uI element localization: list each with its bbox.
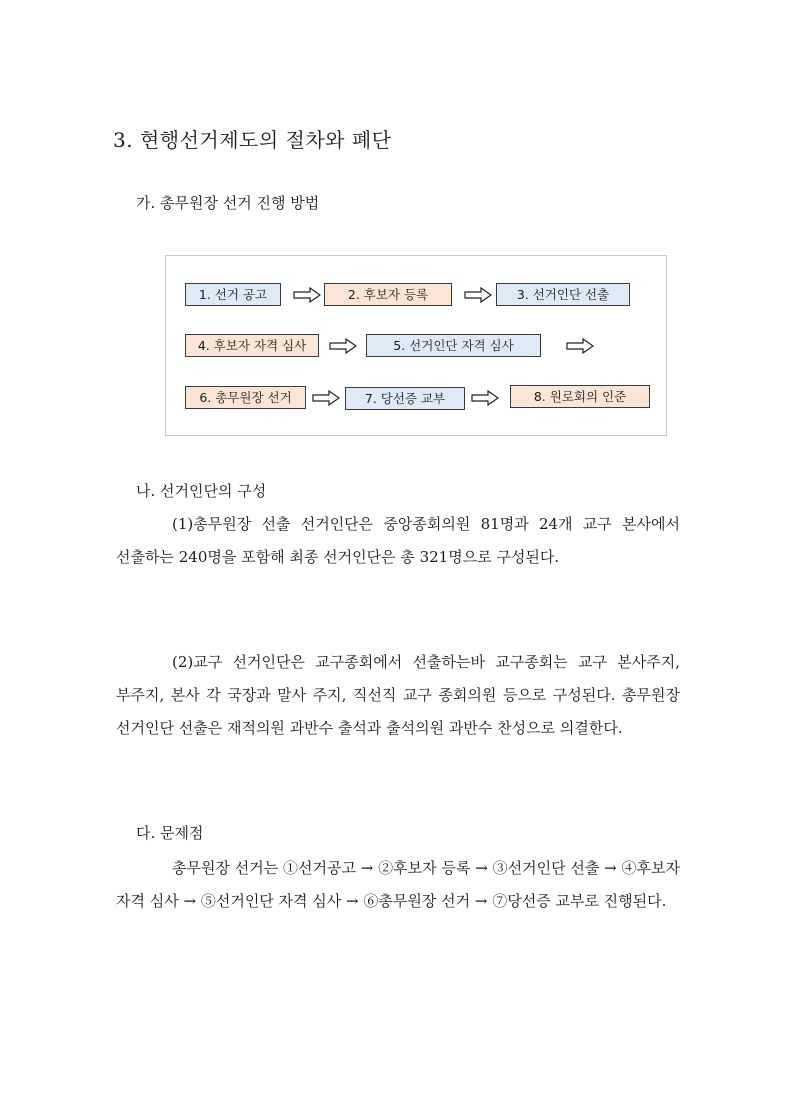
paragraph-electorate-composition: (1)총무원장 선출 선거인단은 중앙종회의원 81명과 24개 교구 본사에서 선출하는 240명을 포함해 최종 선거인단은 총 321명으로 구성된다. (116, 515, 680, 566)
step-box-7: 7. 당선증 교부 (345, 387, 465, 410)
paragraph-election-sequence: 총무원장 선거는 ①선거공고 → ②후보자 등록 → ③선거인단 선출 → ④후보자 자격 심사 → ⑤선거인단 자격 심사 → ⑥총무원장 선거 → ⑦당선증 교부로 진행된다. (116, 859, 680, 910)
arrow-right-icon (566, 338, 594, 354)
subsection-heading-election-procedure: 가. 총무원장 선거 진행 방법 (136, 194, 320, 212)
election-flow-diagram (165, 255, 667, 436)
step-box-6: 6. 총무원장 선거 (185, 386, 306, 409)
arrow-right-icon (471, 390, 499, 406)
step-box-2: 2. 후보자 등록 (324, 283, 452, 306)
arrow-right-icon (464, 287, 492, 303)
section-title: 3. 현행선거제도의 절차와 폐단 (113, 128, 392, 152)
paragraph-district-electorate: (2)교구 선거인단은 교구종회에서 선출하는바 교구종회는 교구 본사주지, 부주지, 본사 각 국장과 말사 주지, 직선직 교구 종회의원 등으로 구성된다. 총무원장 선거인단 선출은 재적의원 과반수 출석과 출석의원 과반수 찬성으로 의결한다. (116, 653, 680, 737)
step-box-3: 3. 선거인단 선출 (496, 283, 630, 306)
step-box-8: 8. 원로회의 인준 (510, 385, 650, 408)
step-box-1: 1. 선거 공고 (185, 283, 281, 306)
subsection-heading-problems: 다. 문제점 (136, 824, 204, 842)
arrow-right-icon (293, 287, 321, 303)
step-box-5: 5. 선거인단 자격 심사 (366, 334, 541, 357)
arrow-right-icon (329, 338, 357, 354)
arrow-right-icon (312, 390, 340, 406)
step-box-4: 4. 후보자 자격 심사 (185, 334, 319, 357)
subsection-heading-electorate: 나. 선거인단의 구성 (136, 482, 267, 500)
